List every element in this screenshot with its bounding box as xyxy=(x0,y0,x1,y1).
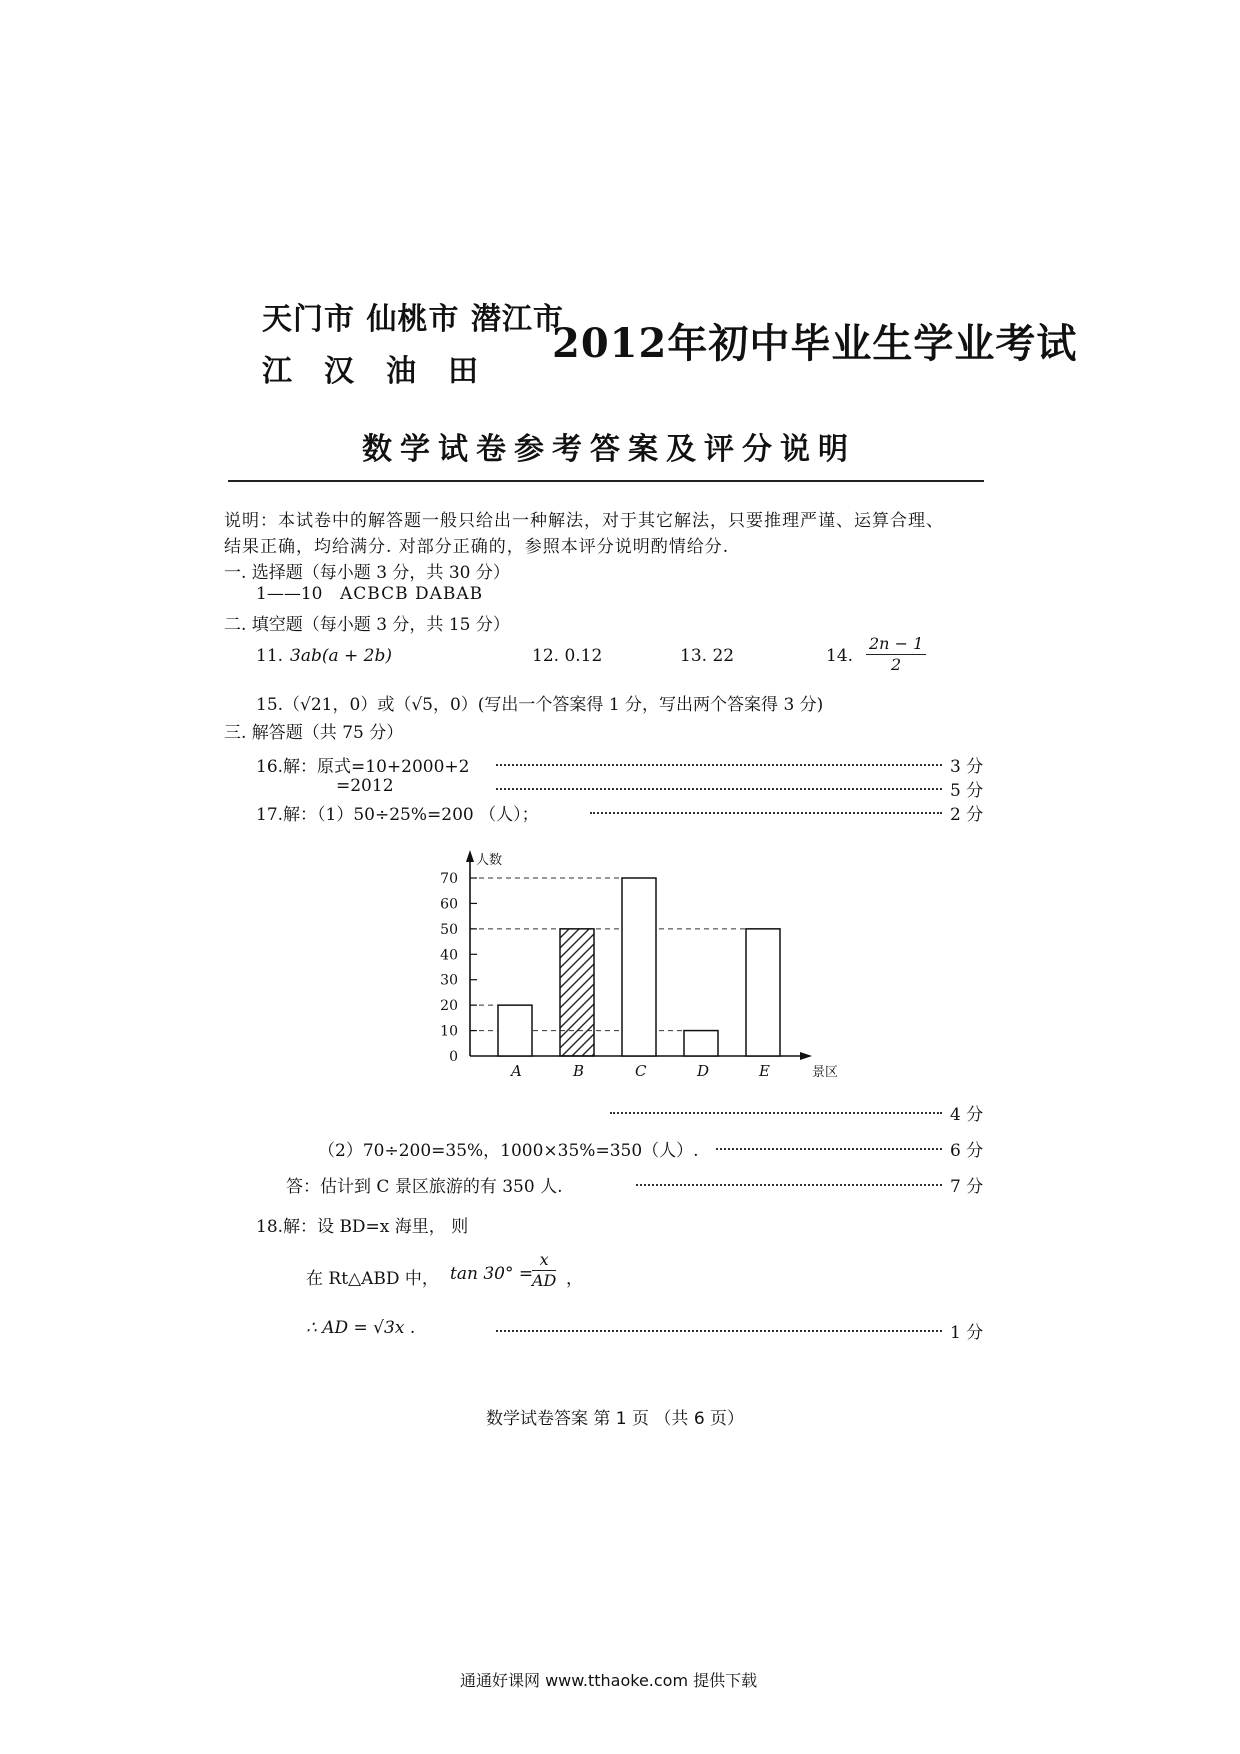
q18-line3: ∴ AD = √3x . xyxy=(306,1318,416,1338)
q18-line2-prefix: 在 Rt△ABD 中， xyxy=(306,1269,439,1289)
q16-leader1 xyxy=(496,764,942,766)
section3-heading: 三. 解答题（共 75 分） xyxy=(224,723,404,743)
q14-fraction xyxy=(866,634,926,675)
q17-points3: 7 分 xyxy=(950,1177,984,1197)
q15-answer: 15.（√21，0）或（√5，0）(写出一个答案得 1 分，写出两个答案得 3 分) xyxy=(256,695,824,715)
q17-points-chart: 4 分 xyxy=(950,1105,984,1125)
q16-points1: 3 分 xyxy=(950,757,984,777)
q12-answer: 12. 0.12 xyxy=(532,646,603,666)
category-label-B: B xyxy=(573,1062,585,1080)
header-cities-line1: 天门市 仙桃市 潜江市 xyxy=(262,302,564,337)
q14-denominator: 2 xyxy=(891,655,902,674)
q18-comma: ， xyxy=(566,1269,583,1289)
q17-leader-chart xyxy=(610,1112,942,1114)
bar-D xyxy=(684,1031,718,1056)
q14-label: 14. xyxy=(826,646,854,666)
q16-leader2 xyxy=(496,788,942,790)
q17-answer: 答：估计到 C 景区旅游的有 350 人. xyxy=(286,1177,563,1197)
header-cities-line2: 江 汉 油 田 xyxy=(262,354,479,389)
bar-B xyxy=(560,929,594,1056)
category-label-D: D xyxy=(697,1062,710,1080)
document-subtitle: 数学试卷参考答案及评分说明 xyxy=(362,432,856,467)
x-axis-arrow xyxy=(800,1052,812,1060)
y-tick-label-40: 40 xyxy=(440,947,458,964)
y-tick-label-70: 70 xyxy=(440,871,458,887)
q17-points2: 6 分 xyxy=(950,1141,984,1161)
exam-title: 2012年初中毕业生学业考试 xyxy=(552,320,1078,367)
q18-leader1 xyxy=(496,1330,942,1332)
y-tick-label-20: 20 xyxy=(440,998,458,1015)
bar-A xyxy=(498,1005,532,1056)
q17-leader3 xyxy=(636,1184,942,1186)
q13-answer: 13. 22 xyxy=(680,646,735,666)
bar-chart-visitors-by-scenic-area xyxy=(410,848,839,1080)
note-line1: 说明：本试卷中的解答题一般只给出一种解法，对于其它解法，只要推理严谨、运算合理、 xyxy=(224,511,944,531)
q18-numerator: x xyxy=(532,1250,556,1271)
q18-denominator: AD xyxy=(532,1271,557,1290)
y-tick-label-60: 60 xyxy=(440,896,458,913)
y-tick-label-0: 0 xyxy=(449,1049,458,1065)
y-tick-label-30: 30 xyxy=(440,972,458,989)
title-rule xyxy=(228,480,984,482)
page-info: 数学试卷答案 第 1 页 （共 6 页） xyxy=(486,1409,745,1429)
q18-line1: 18.解：设 BD=x 海里， 则 xyxy=(256,1217,469,1237)
q17-line2: （2）70÷200=35%，1000×35%=350（人）. xyxy=(318,1141,699,1161)
y-tick-label-50: 50 xyxy=(440,921,458,938)
section2-heading: 二. 填空题（每小题 3 分，共 15 分） xyxy=(224,615,510,635)
y-axis-label: 人数 xyxy=(476,853,503,868)
q11-answer: 3ab(a + 2b) xyxy=(290,646,392,666)
section1-heading: 一. 选择题（每小题 3 分，共 30 分） xyxy=(224,563,510,583)
category-label-C: C xyxy=(635,1062,647,1080)
bar-E xyxy=(746,929,780,1056)
q18-points1: 1 分 xyxy=(950,1323,984,1343)
q11-label: 11. xyxy=(256,646,284,666)
q16-points2: 5 分 xyxy=(950,781,984,801)
q16-line2: =2012 xyxy=(336,776,394,796)
note-line2: 结果正确，均给满分. 对部分正确的，参照本评分说明酌情给分. xyxy=(224,537,730,557)
bar-C xyxy=(622,878,656,1056)
q18-fraction xyxy=(532,1250,556,1291)
x-axis-label: 景区 xyxy=(812,1065,839,1080)
category-label-E: E xyxy=(759,1062,770,1080)
y-tick-label-10: 10 xyxy=(440,1023,458,1040)
q14-numerator: 2n − 1 xyxy=(866,634,926,655)
section1-answers: ACBCB DABAB xyxy=(340,584,484,604)
q17-leader2 xyxy=(716,1148,942,1150)
q16-line1: 16.解：原式=10+2000+2 xyxy=(256,757,470,777)
q18-tan: tan 30° = xyxy=(450,1264,534,1284)
category-label-A: A xyxy=(511,1062,522,1080)
source-footer: 通通好课网 www.tthaoke.com 提供下载 xyxy=(460,1671,758,1690)
q17-leader1 xyxy=(590,812,942,814)
q17-line1: 17.解：（1）50÷25%=200 （人）； xyxy=(256,805,539,825)
y-axis-arrow xyxy=(466,850,474,862)
section1-range: 1——10 xyxy=(256,584,323,604)
q17-points1: 2 分 xyxy=(950,805,984,825)
